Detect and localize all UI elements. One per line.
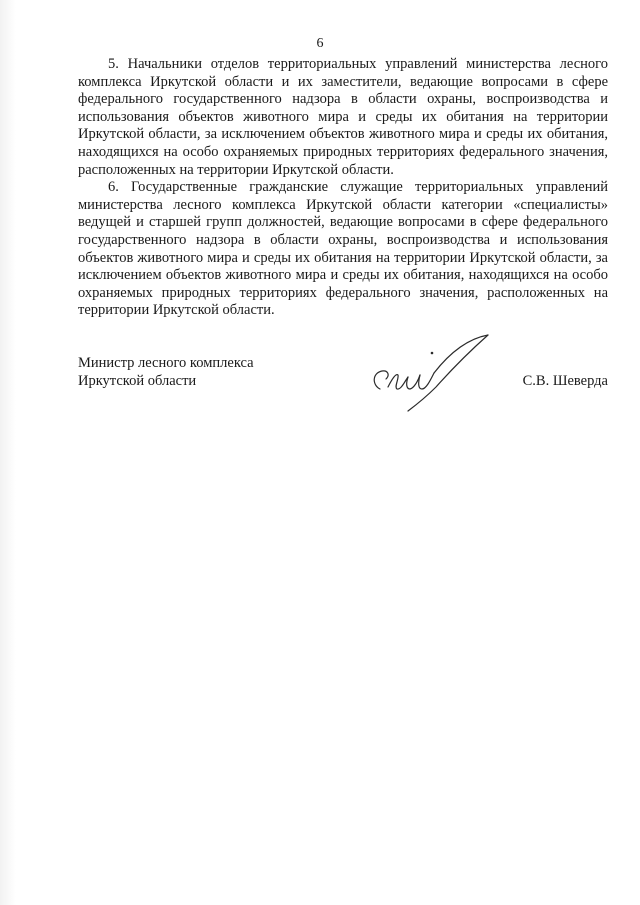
signature-block: [78, 355, 608, 415]
paragraph-item-5: 5. Начальники отделов территориальных управлений министерства лесного комплекса Иркутской области и их заместители, ведающие вопросами в сфере федерального государственного надзора в области охраны, воспроизводства и использования объектов животного мира и среды их обитания на территории Иркутской области, за исключением объектов животного мира и среды их обитания, находящихся на особо охраняемых природных территориях федерального значения, расположенных на территории Иркутской области.: [78, 56, 608, 178]
scan-edge-shadow: [0, 0, 16, 905]
signatory-name: С.В. Шеверда: [522, 372, 608, 389]
signatory-title: [78, 355, 254, 390]
handwritten-signature-icon: [366, 329, 496, 413]
signatory-title-line2: Иркутской области: [78, 372, 197, 389]
page-number: 6: [316, 36, 324, 51]
document-body: [78, 56, 608, 320]
paragraph-item-6: 6. Государственные гражданские служащие территориальных управлений министерства лесного комплекса Иркутской области категории «специалисты» ведущей и старшей групп должностей, ведающие вопросами в сфере федерального государственного надзора в области охраны, воспроизводства и использования объектов животного мира и среды их обитания на территории Иркутской области, за исключением объектов животного мира и среды их обитания, находящихся на особо охраняемых природных территориях федерального значения, расположенных на территории Иркутской области.: [78, 179, 608, 319]
signatory-title-line1: Министр лесного комплекса: [78, 355, 254, 371]
